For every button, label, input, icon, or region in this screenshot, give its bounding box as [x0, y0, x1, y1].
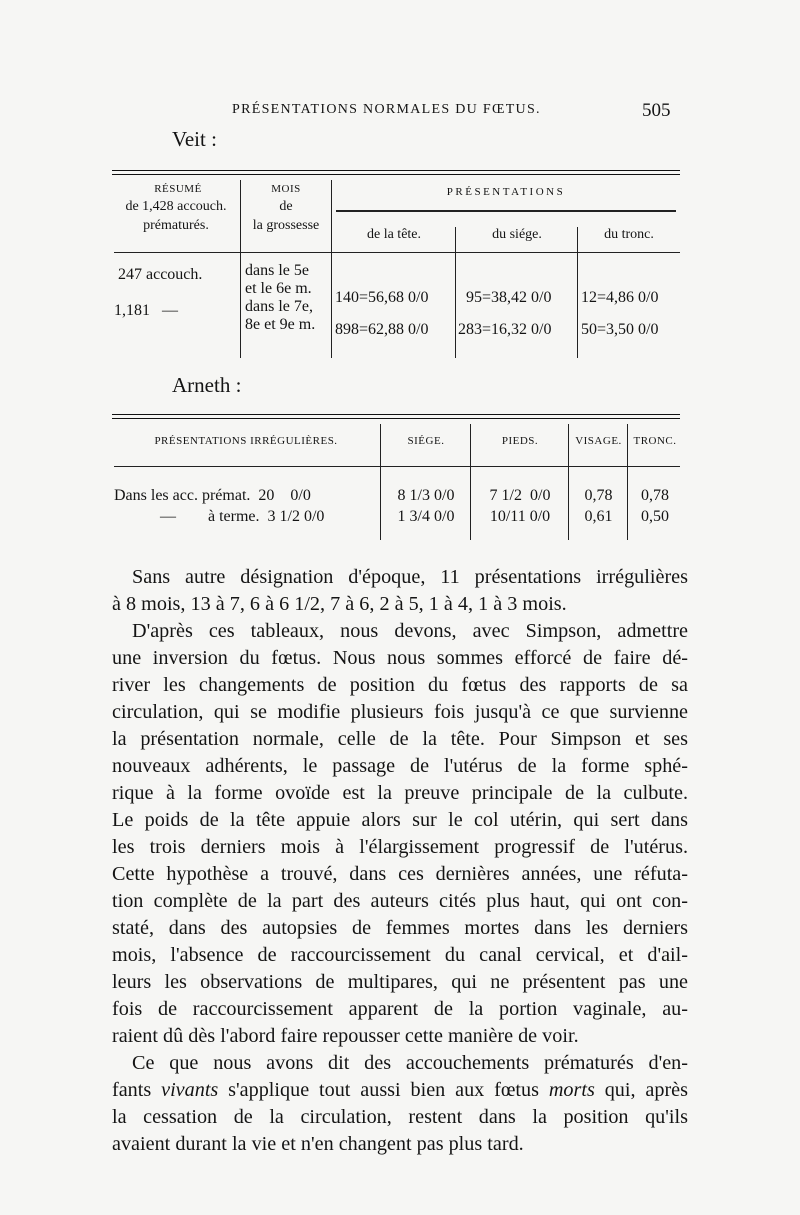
text-line: mois, l'absence de raccourcissement du canal cervical, et d'ail-	[112, 944, 688, 966]
text-line: leurs les observations de multipares, qui ne présentent pas une	[112, 971, 688, 993]
paragraph-2	[112, 618, 688, 1050]
header-mois-grossesse: la grossesse	[252, 218, 320, 233]
header-resume: RÉSUMÉ	[154, 183, 202, 195]
text-line: rique à la forme ovoïde est la preuve principale de la culbute.	[112, 782, 688, 804]
column-divider	[470, 424, 471, 540]
text-line: une inversion du fœtus. Nous nous sommes efforcé de faire dé-	[112, 647, 688, 669]
row2-tete: 898=62,88 0/0	[335, 321, 429, 338]
row2-label: — à terme. 3 1/2 0/0	[160, 508, 325, 525]
column-divider	[627, 424, 628, 540]
column-divider	[455, 227, 456, 358]
text-line: à 8 mois, 13 à 7, 6 à 6 1/2, 7 à 6, 2 à 5, 1 à 4, 1 à 3 mois.	[112, 593, 567, 615]
row1-siege: 8 1/3 0/0	[397, 487, 455, 504]
text-line: les trois derniers mois à l'élargissement progressif de l'utérus.	[112, 836, 688, 858]
header-siege: du siége.	[492, 227, 542, 242]
table-rule	[114, 252, 680, 253]
row1-tete: 140=56,68 0/0	[335, 289, 429, 306]
months-line4: 8e et 9e m.	[245, 316, 316, 333]
row1-label: Dans les acc. prémat. 20 0/0	[114, 487, 311, 504]
section-heading-veit: Veit :	[172, 127, 217, 151]
row2-siege: 1 3/4 0/0	[397, 508, 455, 525]
text-line-with-italics	[112, 1077, 688, 1104]
section-heading-arneth: Arneth :	[172, 373, 242, 397]
header-siege: SIÉGE.	[407, 435, 445, 447]
months-line1: dans le 5e	[245, 262, 309, 279]
row1-count: 247 accouch.	[118, 266, 203, 283]
column-divider	[331, 180, 332, 358]
header-mois-de: de	[279, 199, 293, 214]
months-line2: et le 6e m.	[245, 280, 312, 297]
italic-word-vivants: vivants	[161, 1079, 219, 1101]
text-line: D'après ces tableaux, nous devons, avec Simpson, admettre	[132, 620, 688, 642]
row1-siege: 95=38,42 0/0	[466, 289, 552, 306]
column-divider	[577, 227, 578, 358]
text-line: raient dû dès l'abord faire repousser cette manière de voir.	[112, 1025, 579, 1047]
table-rule	[114, 466, 680, 467]
text-run: s'applique tout aussi bien aux fœtus	[218, 1079, 549, 1101]
table-rule	[112, 414, 680, 415]
row2-tronc: 50=3,50 0/0	[581, 321, 659, 338]
row1-visage: 0,78	[584, 487, 613, 504]
header-resume-type: prématurés.	[143, 218, 209, 233]
text-line: nouveaux adhérents, le passage de l'utérus de la forme sphé-	[112, 755, 688, 777]
text-line: tion complète de la part des auteurs cités plus haut, qui ont con-	[112, 890, 688, 912]
header-tronc: TRONC.	[633, 435, 677, 447]
table-rule	[112, 418, 680, 419]
text-line: staté, dans des autopsies de femmes mortes dans les derniers	[112, 917, 688, 939]
body-text	[112, 564, 688, 1158]
text-line: Sans autre désignation d'époque, 11 présentations irrégulières	[132, 566, 688, 588]
text-line: circulation, qui se modifie plusieurs fois jusqu'à ce que survienne	[112, 701, 688, 723]
row1-tronc: 12=4,86 0/0	[581, 289, 659, 306]
row2-siege: 283=16,32 0/0	[458, 321, 552, 338]
row2-visage: 0,61	[584, 508, 613, 525]
table-rule	[336, 210, 676, 212]
text-run: fants	[112, 1079, 162, 1101]
header-mois: MOIS	[271, 183, 301, 195]
text-line: avaient durant la vie et n'en changent pas plus tard.	[112, 1133, 524, 1155]
text-line: river les changements de position du fœtus des rapports de sa	[112, 674, 688, 696]
italic-word-morts: morts	[548, 1079, 595, 1101]
paragraph-3	[112, 1050, 688, 1158]
row2-count: 1,181 —	[114, 302, 178, 319]
paragraph-1	[112, 564, 688, 618]
header-presentations: PRÉSENTATIONS	[446, 186, 566, 198]
table-rule	[112, 170, 680, 171]
page-number: 505	[642, 100, 671, 121]
text-line: Le poids de la tête appuie alors sur le col utérin, qui sert dans	[112, 809, 688, 831]
text-line: Ce que nous avons dit des accouchements prématurés d'en-	[132, 1052, 688, 1074]
text-line: la cessation de la circulation, restent dans la position qu'ils	[112, 1106, 688, 1128]
text-line: la présentation normale, celle de la tête. Pour Simpson et ses	[112, 728, 688, 750]
row1-tronc: 0,78	[641, 487, 669, 504]
row2-tronc: 0,50	[641, 508, 669, 525]
months-line3: dans le 7e,	[245, 298, 313, 315]
column-divider	[240, 180, 241, 358]
column-divider	[380, 424, 381, 540]
header-resume-count: de 1,428 accouch.	[125, 199, 227, 214]
header-irregular: PRÉSENTATIONS IRRÉGULIÈRES.	[154, 435, 338, 447]
running-title: PRÉSENTATIONS NORMALES DU FŒTUS.	[232, 102, 541, 117]
header-tete: de la tête.	[366, 227, 422, 242]
text-run: qui, après	[594, 1079, 688, 1101]
text-line: Cette hypothèse a trouvé, dans ces dernières années, une réfuta-	[112, 863, 688, 885]
header-pieds: PIEDS.	[501, 435, 539, 447]
header-visage: VISAGE.	[575, 435, 622, 447]
row1-pieds: 7 1/2 0/0	[489, 487, 551, 504]
row2-pieds: 10/11 0/0	[489, 508, 551, 525]
text-line: fois de raccourcissement apparent de la portion vaginale, au-	[112, 998, 688, 1020]
column-divider	[568, 424, 569, 540]
table-rule	[112, 174, 680, 175]
header-tronc: du tronc.	[604, 227, 654, 242]
